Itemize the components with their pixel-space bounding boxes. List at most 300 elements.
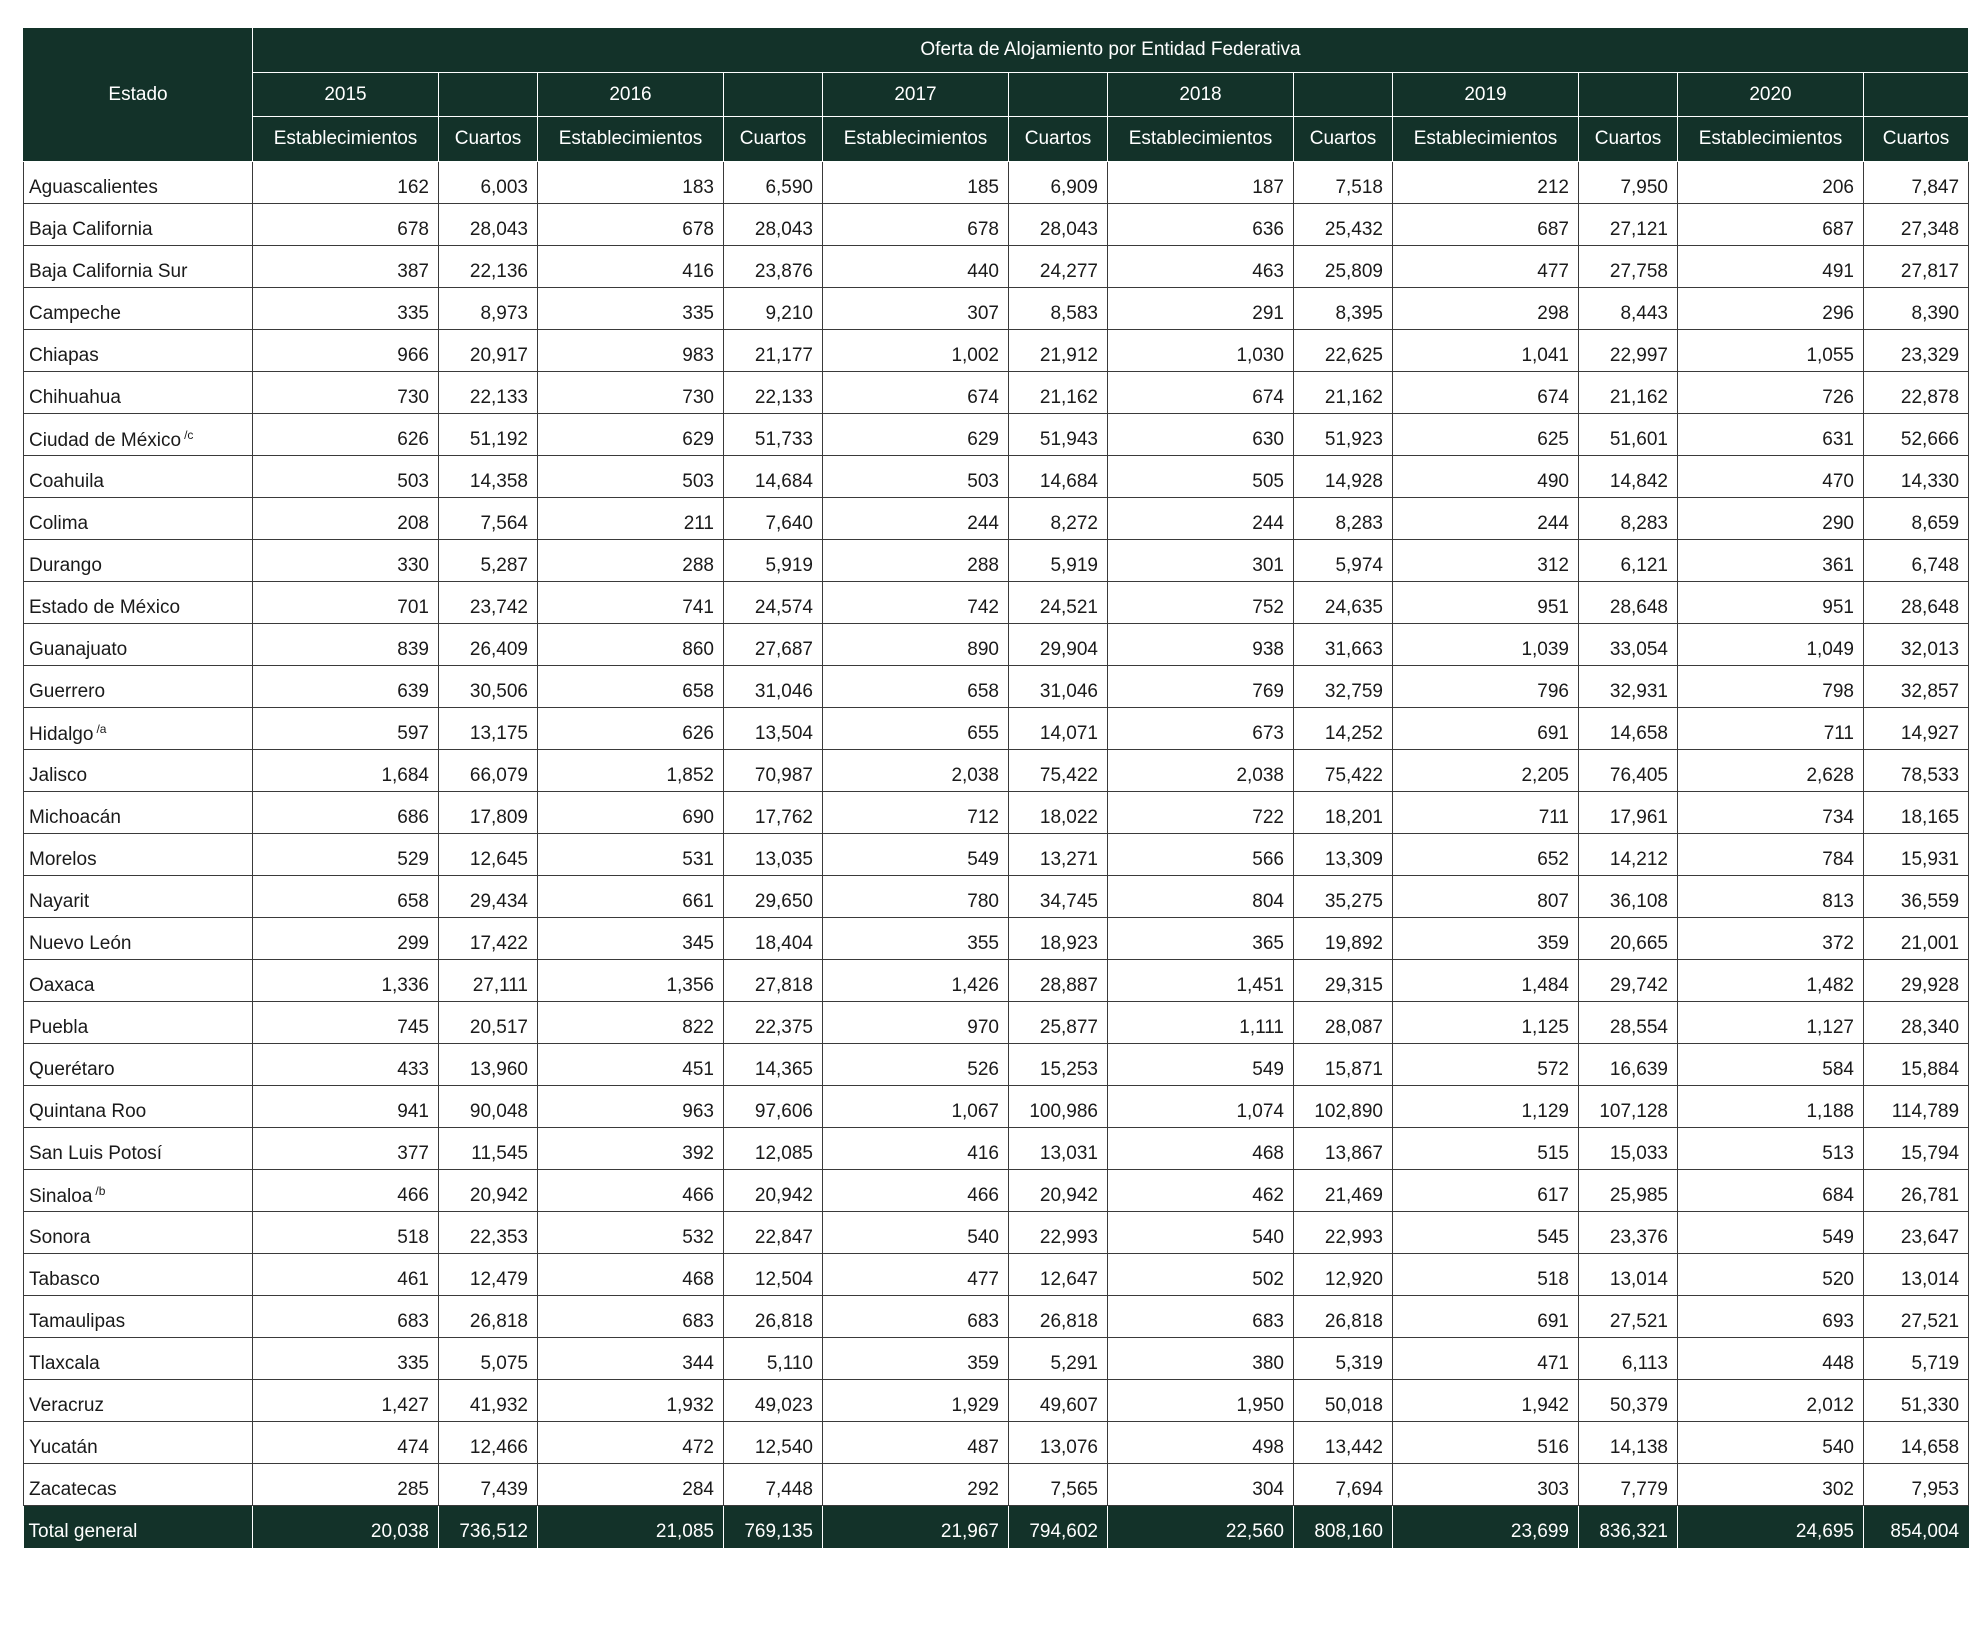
establecimientos-cell: 722 [1108, 792, 1294, 834]
establecimientos-cell: 345 [538, 918, 724, 960]
establecimientos-cell: 513 [1678, 1128, 1864, 1170]
establecimientos-cell: 451 [538, 1044, 724, 1086]
cuartos-cell: 75,422 [1009, 750, 1108, 792]
estado-name-cell [24, 708, 253, 750]
establecimientos-cell: 540 [1108, 1212, 1294, 1254]
establecimientos-cell: 208 [253, 498, 439, 540]
estado-name: Colima [29, 512, 89, 534]
cuartos-cell: 5,075 [439, 1338, 538, 1380]
establecimientos-cell: 296 [1678, 288, 1864, 330]
cuartos-cell: 15,253 [1009, 1044, 1108, 1086]
estado-name: San Luis Potosí [29, 1142, 163, 1164]
establecimientos-cell: 711 [1393, 792, 1579, 834]
establecimientos-cell: 1,039 [1393, 624, 1579, 666]
establecimientos-cell: 584 [1678, 1044, 1864, 1086]
establecimientos-cell: 463 [1108, 246, 1294, 288]
cuartos-cell: 29,928 [1864, 960, 1969, 1002]
table-row [24, 1464, 1969, 1506]
establecimientos-cell: 185 [823, 162, 1009, 204]
establecimientos-cell: 359 [823, 1338, 1009, 1380]
establecimientos-cell: 752 [1108, 582, 1294, 624]
establecimientos-cell: 1,129 [1393, 1086, 1579, 1128]
establecimientos-cell: 687 [1393, 204, 1579, 246]
establecimientos-cell: 312 [1393, 540, 1579, 582]
cuartos-cell: 7,779 [1579, 1464, 1678, 1506]
cuartos-cell: 7,448 [724, 1464, 823, 1506]
establecimientos-cell: 629 [823, 414, 1009, 456]
establecimientos-cell: 1,074 [1108, 1086, 1294, 1128]
establecimientos-cell: 796 [1393, 666, 1579, 708]
establecimientos-cell: 734 [1678, 792, 1864, 834]
establecimientos-cell: 1,484 [1393, 960, 1579, 1002]
establecimientos-cell: 502 [1108, 1254, 1294, 1296]
year-header: 2019 [1393, 73, 1579, 117]
cuartos-cell: 14,330 [1864, 456, 1969, 498]
cuartos-cell: 22,993 [1294, 1212, 1393, 1254]
estado-name: Baja California [29, 218, 153, 240]
establecimientos-cell: 471 [1393, 1338, 1579, 1380]
cuartos-cell: 21,162 [1009, 372, 1108, 414]
establecimientos-cell: 1,950 [1108, 1380, 1294, 1422]
cuartos-cell: 25,809 [1294, 246, 1393, 288]
table-row [24, 960, 1969, 1002]
establecimientos-cell: 187 [1108, 162, 1294, 204]
cuartos-cell: 8,973 [439, 288, 538, 330]
cuartos-cell: 26,818 [439, 1296, 538, 1338]
establecimientos-cell: 712 [823, 792, 1009, 834]
establecimientos-cell: 292 [823, 1464, 1009, 1506]
table-row [24, 918, 1969, 960]
establecimientos-cell: 518 [1393, 1254, 1579, 1296]
establecimientos-cell: 726 [1678, 372, 1864, 414]
cuartos-cell: 14,658 [1864, 1422, 1969, 1464]
establecimientos-cell: 503 [253, 456, 439, 498]
establecimientos-cell: 474 [253, 1422, 439, 1464]
table-row [24, 498, 1969, 540]
cuartos-cell: 51,601 [1579, 414, 1678, 456]
establecimientos-cell: 518 [253, 1212, 439, 1254]
estado-name-cell [24, 162, 253, 204]
total-cuartos-cell: 794,602 [1009, 1506, 1108, 1548]
cuartos-cell: 8,272 [1009, 498, 1108, 540]
cuartos-cell: 13,014 [1579, 1254, 1678, 1296]
establecimientos-cell: 769 [1108, 666, 1294, 708]
cuartos-cell: 15,794 [1864, 1128, 1969, 1170]
establecimientos-cell: 377 [253, 1128, 439, 1170]
year-header: 2016 [538, 73, 724, 117]
estado-name: Nayarit [29, 890, 90, 912]
table-row [24, 750, 1969, 792]
cuartos-cell: 12,647 [1009, 1254, 1108, 1296]
establecimientos-header: Establecimientos [1678, 117, 1864, 162]
cuartos-cell: 23,647 [1864, 1212, 1969, 1254]
cuartos-cell: 28,340 [1864, 1002, 1969, 1044]
estado-name-cell [24, 624, 253, 666]
establecimientos-cell: 526 [823, 1044, 1009, 1086]
cuartos-cell: 13,031 [1009, 1128, 1108, 1170]
cuartos-cell: 70,987 [724, 750, 823, 792]
estado-name: Puebla [29, 1016, 89, 1038]
cuartos-cell: 8,659 [1864, 498, 1969, 540]
establecimientos-cell: 505 [1108, 456, 1294, 498]
establecimientos-cell: 468 [538, 1254, 724, 1296]
cuartos-cell: 6,909 [1009, 162, 1108, 204]
establecimientos-cell: 515 [1393, 1128, 1579, 1170]
cuartos-cell: 11,545 [439, 1128, 538, 1170]
cuartos-cell: 6,121 [1579, 540, 1678, 582]
establecimientos-cell: 1,942 [1393, 1380, 1579, 1422]
cuartos-cell: 35,275 [1294, 876, 1393, 918]
cuartos-cell: 8,390 [1864, 288, 1969, 330]
cuartos-cell: 90,048 [439, 1086, 538, 1128]
table-row [24, 246, 1969, 288]
cuartos-header: Cuartos [724, 117, 823, 162]
cuartos-cell: 13,442 [1294, 1422, 1393, 1464]
cuartos-cell: 14,365 [724, 1044, 823, 1086]
establecimientos-cell: 540 [1678, 1422, 1864, 1464]
estado-name: Quintana Roo [29, 1100, 147, 1122]
cuartos-cell: 51,192 [439, 414, 538, 456]
year-header-blank [1009, 73, 1108, 117]
cuartos-cell: 15,033 [1579, 1128, 1678, 1170]
cuartos-cell: 29,904 [1009, 624, 1108, 666]
table-row [24, 624, 1969, 666]
cuartos-cell: 24,635 [1294, 582, 1393, 624]
table-row [24, 876, 1969, 918]
estado-name-cell [24, 1254, 253, 1296]
cuartos-cell: 31,046 [724, 666, 823, 708]
cuartos-cell: 23,742 [439, 582, 538, 624]
estado-name: Yucatán [29, 1436, 98, 1458]
cuartos-cell: 9,210 [724, 288, 823, 330]
cuartos-cell: 21,001 [1864, 918, 1969, 960]
establecimientos-cell: 472 [538, 1422, 724, 1464]
establecimientos-cell: 466 [253, 1170, 439, 1212]
establecimientos-cell: 807 [1393, 876, 1579, 918]
cuartos-cell: 17,809 [439, 792, 538, 834]
estado-name: Nuevo León [29, 932, 132, 954]
cuartos-cell: 22,993 [1009, 1212, 1108, 1254]
cuartos-cell: 27,818 [724, 960, 823, 1002]
table-row [24, 372, 1969, 414]
cuartos-cell: 28,087 [1294, 1002, 1393, 1044]
estado-name-cell [24, 1044, 253, 1086]
estado-name-cell [24, 1128, 253, 1170]
establecimientos-cell: 691 [1393, 708, 1579, 750]
establecimientos-cell: 690 [538, 792, 724, 834]
cuartos-cell: 50,018 [1294, 1380, 1393, 1422]
establecimientos-cell: 741 [538, 582, 724, 624]
cuartos-cell: 100,986 [1009, 1086, 1108, 1128]
estado-name-cell [24, 1464, 253, 1506]
table-header [24, 28, 1969, 162]
establecimientos-cell: 290 [1678, 498, 1864, 540]
cuartos-cell: 51,330 [1864, 1380, 1969, 1422]
establecimientos-cell: 540 [823, 1212, 1009, 1254]
cuartos-cell: 15,884 [1864, 1044, 1969, 1086]
cuartos-cell: 18,201 [1294, 792, 1393, 834]
cuartos-cell: 13,035 [724, 834, 823, 876]
establecimientos-header: Establecimientos [1108, 117, 1294, 162]
estado-name-cell [24, 330, 253, 372]
establecimientos-cell: 839 [253, 624, 439, 666]
establecimientos-cell: 683 [823, 1296, 1009, 1338]
cuartos-cell: 27,521 [1579, 1296, 1678, 1338]
estado-name: Chihuahua [29, 386, 121, 408]
establecimientos-cell: 683 [253, 1296, 439, 1338]
cuartos-cell: 51,733 [724, 414, 823, 456]
table-row [24, 1422, 1969, 1464]
table-row [24, 708, 1969, 750]
establecimientos-cell: 683 [1108, 1296, 1294, 1338]
table-row [24, 162, 1969, 204]
establecimientos-cell: 693 [1678, 1296, 1864, 1338]
establecimientos-header: Establecimientos [253, 117, 439, 162]
estado-name-cell [24, 1086, 253, 1128]
year-header: 2018 [1108, 73, 1294, 117]
establecimientos-cell: 661 [538, 876, 724, 918]
cuartos-cell: 23,376 [1579, 1212, 1678, 1254]
cuartos-cell: 14,071 [1009, 708, 1108, 750]
establecimientos-cell: 1,451 [1108, 960, 1294, 1002]
establecimientos-cell: 674 [823, 372, 1009, 414]
year-header-blank [1579, 73, 1678, 117]
establecimientos-cell: 617 [1393, 1170, 1579, 1212]
establecimientos-cell: 335 [253, 1338, 439, 1380]
estado-name-cell [24, 498, 253, 540]
total-row [24, 1506, 1969, 1548]
establecimientos-cell: 1,002 [823, 330, 1009, 372]
establecimientos-cell: 1,188 [1678, 1086, 1864, 1128]
establecimientos-cell: 678 [823, 204, 1009, 246]
cuartos-cell: 28,887 [1009, 960, 1108, 1002]
cuartos-cell: 13,175 [439, 708, 538, 750]
cuartos-cell: 7,518 [1294, 162, 1393, 204]
establecimientos-cell: 652 [1393, 834, 1579, 876]
cuartos-cell: 14,684 [724, 456, 823, 498]
estado-name-cell [24, 1338, 253, 1380]
cuartos-cell: 25,985 [1579, 1170, 1678, 1212]
cuartos-cell: 13,504 [724, 708, 823, 750]
establecimientos-cell: 470 [1678, 456, 1864, 498]
establecimientos-cell: 1,929 [823, 1380, 1009, 1422]
cuartos-cell: 34,745 [1009, 876, 1108, 918]
year-header-blank [439, 73, 538, 117]
establecimientos-cell: 673 [1108, 708, 1294, 750]
establecimientos-cell: 2,038 [1108, 750, 1294, 792]
establecimientos-cell: 183 [538, 162, 724, 204]
cuartos-header: Cuartos [1009, 117, 1108, 162]
cuartos-cell: 22,133 [439, 372, 538, 414]
table-row [24, 1254, 1969, 1296]
establecimientos-cell: 298 [1393, 288, 1579, 330]
establecimientos-cell: 1,055 [1678, 330, 1864, 372]
year-header-row [24, 73, 1969, 117]
cuartos-cell: 32,013 [1864, 624, 1969, 666]
cuartos-header: Cuartos [439, 117, 538, 162]
cuartos-cell: 27,521 [1864, 1296, 1969, 1338]
total-establecimientos-cell: 23,699 [1393, 1506, 1579, 1548]
cuartos-cell: 27,687 [724, 624, 823, 666]
cuartos-cell: 12,504 [724, 1254, 823, 1296]
cuartos-cell: 30,506 [439, 666, 538, 708]
establecimientos-cell: 549 [1678, 1212, 1864, 1254]
estado-name-cell [24, 582, 253, 624]
cuartos-cell: 41,932 [439, 1380, 538, 1422]
cuartos-cell: 5,319 [1294, 1338, 1393, 1380]
estado-name-cell [24, 1170, 253, 1212]
establecimientos-cell: 2,628 [1678, 750, 1864, 792]
establecimientos-cell: 380 [1108, 1338, 1294, 1380]
establecimientos-cell: 487 [823, 1422, 1009, 1464]
cuartos-cell: 32,931 [1579, 666, 1678, 708]
establecimientos-cell: 822 [538, 1002, 724, 1044]
cuartos-cell: 8,583 [1009, 288, 1108, 330]
cuartos-cell: 32,857 [1864, 666, 1969, 708]
establecimientos-cell: 1,684 [253, 750, 439, 792]
cuartos-cell: 102,890 [1294, 1086, 1393, 1128]
establecimientos-cell: 299 [253, 918, 439, 960]
estado-name-cell [24, 288, 253, 330]
establecimientos-cell: 466 [823, 1170, 1009, 1212]
establecimientos-cell: 1,427 [253, 1380, 439, 1422]
establecimientos-cell: 462 [1108, 1170, 1294, 1212]
establecimientos-cell: 212 [1393, 162, 1579, 204]
cuartos-cell: 114,789 [1864, 1086, 1969, 1128]
estado-name: Tamaulipas [29, 1310, 126, 1332]
establecimientos-cell: 503 [538, 456, 724, 498]
estado-name-cell [24, 246, 253, 288]
cuartos-cell: 107,128 [1579, 1086, 1678, 1128]
cuartos-cell: 13,960 [439, 1044, 538, 1086]
table-row [24, 540, 1969, 582]
estado-name-cell [24, 1212, 253, 1254]
cuartos-cell: 5,110 [724, 1338, 823, 1380]
footnote-marker: /a [96, 721, 107, 736]
establecimientos-cell: 730 [538, 372, 724, 414]
establecimientos-cell: 211 [538, 498, 724, 540]
estado-name: Guanajuato [29, 638, 128, 660]
cuartos-cell: 97,606 [724, 1086, 823, 1128]
table-row [24, 330, 1969, 372]
establecimientos-cell: 860 [538, 624, 724, 666]
establecimientos-cell: 970 [823, 1002, 1009, 1044]
table-container [23, 27, 1968, 1548]
establecimientos-cell: 392 [538, 1128, 724, 1170]
cuartos-cell: 17,422 [439, 918, 538, 960]
cuartos-cell: 28,648 [1864, 582, 1969, 624]
establecimientos-cell: 365 [1108, 918, 1294, 960]
table-row [24, 1002, 1969, 1044]
table-row [24, 834, 1969, 876]
estado-name-cell [24, 918, 253, 960]
cuartos-cell: 29,434 [439, 876, 538, 918]
cuartos-cell: 66,079 [439, 750, 538, 792]
establecimientos-cell: 466 [538, 1170, 724, 1212]
estado-name-cell [24, 372, 253, 414]
cuartos-cell: 22,878 [1864, 372, 1969, 414]
estado-name-cell [24, 834, 253, 876]
establecimientos-cell: 966 [253, 330, 439, 372]
cuartos-cell: 18,923 [1009, 918, 1108, 960]
establecimientos-cell: 1,067 [823, 1086, 1009, 1128]
cuartos-cell: 22,625 [1294, 330, 1393, 372]
cuartos-cell: 22,375 [724, 1002, 823, 1044]
cuartos-cell: 24,277 [1009, 246, 1108, 288]
cuartos-cell: 5,919 [1009, 540, 1108, 582]
cuartos-cell: 29,742 [1579, 960, 1678, 1002]
establecimientos-cell: 344 [538, 1338, 724, 1380]
group-title-header: Oferta de Alojamiento por Entidad Federativa [253, 28, 1969, 73]
cuartos-cell: 8,283 [1579, 498, 1678, 540]
total-cuartos-cell: 836,321 [1579, 1506, 1678, 1548]
cuartos-cell: 7,439 [439, 1464, 538, 1506]
cuartos-cell: 14,658 [1579, 708, 1678, 750]
cuartos-cell: 5,291 [1009, 1338, 1108, 1380]
cuartos-cell: 78,533 [1864, 750, 1969, 792]
establecimientos-cell: 938 [1108, 624, 1294, 666]
year-header: 2017 [823, 73, 1009, 117]
estado-name: Oaxaca [29, 974, 95, 996]
footnote-marker: /b [95, 1183, 106, 1198]
establecimientos-cell: 359 [1393, 918, 1579, 960]
establecimientos-cell: 2,205 [1393, 750, 1579, 792]
establecimientos-cell: 416 [538, 246, 724, 288]
cuartos-cell: 28,648 [1579, 582, 1678, 624]
establecimientos-cell: 1,030 [1108, 330, 1294, 372]
establecimientos-cell: 639 [253, 666, 439, 708]
estado-name: Veracruz [29, 1394, 104, 1416]
cuartos-cell: 27,111 [439, 960, 538, 1002]
estado-name: Tabasco [29, 1268, 100, 1290]
cuartos-cell: 6,748 [1864, 540, 1969, 582]
estado-name: Campeche [29, 302, 121, 324]
cuartos-header: Cuartos [1294, 117, 1393, 162]
estado-name: Sonora [29, 1226, 91, 1248]
cuartos-cell: 8,395 [1294, 288, 1393, 330]
cuartos-cell: 5,974 [1294, 540, 1393, 582]
cuartos-cell: 14,358 [439, 456, 538, 498]
cuartos-cell: 21,162 [1294, 372, 1393, 414]
estado-name-cell [24, 456, 253, 498]
table-row [24, 666, 1969, 708]
cuartos-cell: 28,043 [724, 204, 823, 246]
table-row [24, 792, 1969, 834]
cuartos-cell: 52,666 [1864, 414, 1969, 456]
cuartos-cell: 14,684 [1009, 456, 1108, 498]
cuartos-cell: 29,315 [1294, 960, 1393, 1002]
establecimientos-cell: 711 [1678, 708, 1864, 750]
establecimientos-cell: 285 [253, 1464, 439, 1506]
estado-name-cell [24, 1380, 253, 1422]
cuartos-cell: 21,469 [1294, 1170, 1393, 1212]
cuartos-cell: 51,943 [1009, 414, 1108, 456]
cuartos-cell: 15,871 [1294, 1044, 1393, 1086]
establecimientos-cell: 1,932 [538, 1380, 724, 1422]
establecimientos-cell: 1,049 [1678, 624, 1864, 666]
table-row [24, 1086, 1969, 1128]
cuartos-cell: 22,847 [724, 1212, 823, 1254]
cuartos-cell: 36,108 [1579, 876, 1678, 918]
table-row [24, 1338, 1969, 1380]
establecimientos-cell: 545 [1393, 1212, 1579, 1254]
establecimientos-cell: 674 [1108, 372, 1294, 414]
cuartos-cell: 13,014 [1864, 1254, 1969, 1296]
cuartos-cell: 32,759 [1294, 666, 1393, 708]
establecimientos-cell: 301 [1108, 540, 1294, 582]
cuartos-cell: 12,540 [724, 1422, 823, 1464]
establecimientos-cell: 730 [253, 372, 439, 414]
